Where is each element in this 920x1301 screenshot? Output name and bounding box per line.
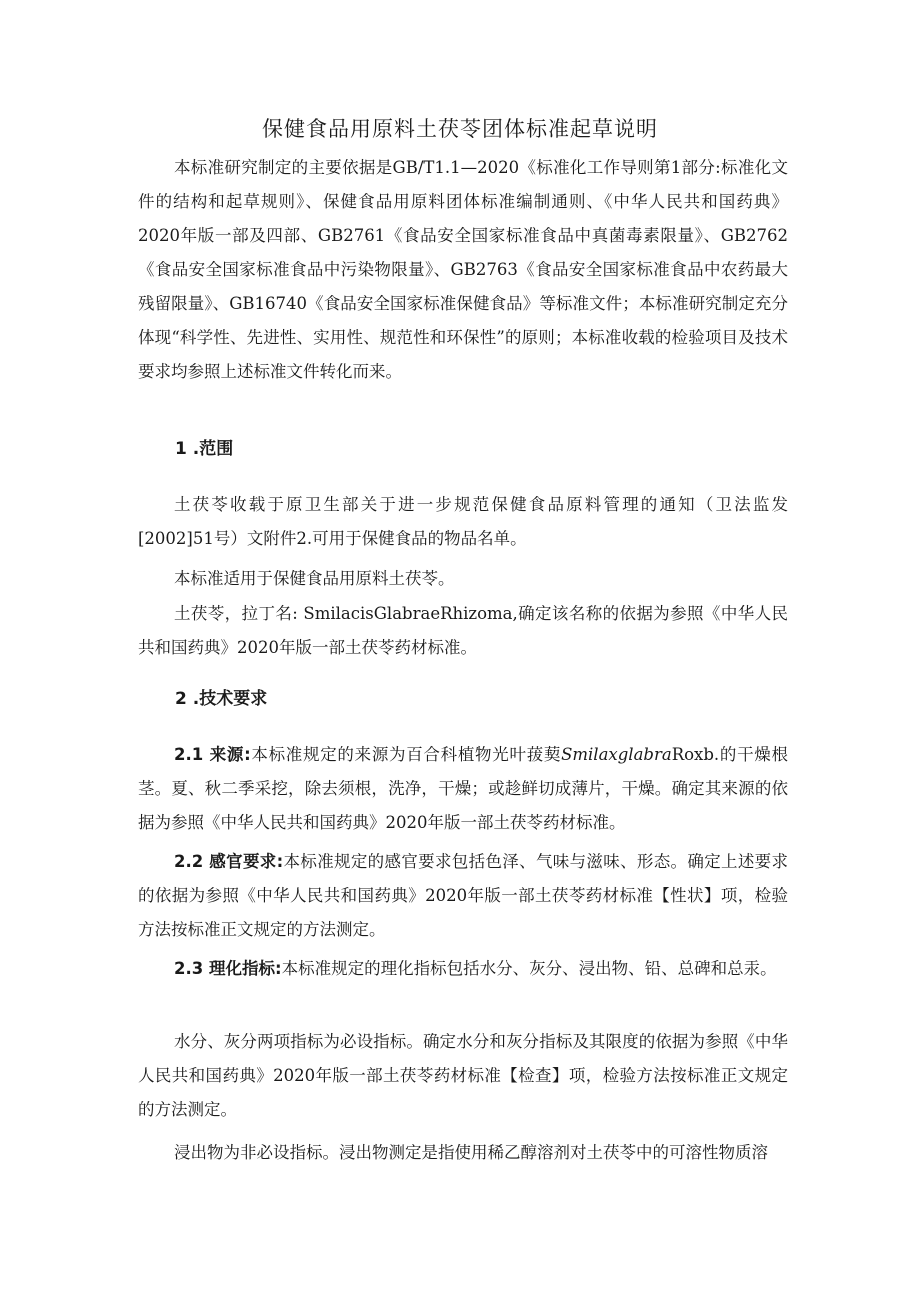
sensory-paragraph bbox=[138, 845, 788, 947]
sensory-text: 本标准规定的感官要求包括色泽、气味与滋味、形态。确定上述要求的依据为参照《中华人民共和国药典》2020年版一部土茯苓药材标准【性状】项，检验方法按标准正文规定的方法测定。 bbox=[138, 852, 789, 939]
scope-paragraph-2: 本标准适用于保健食品用原料土茯苓。 bbox=[174, 569, 455, 588]
scope-paragraph-3: 土茯苓，拉丁名: SmilacisGlabraeRhizoma,确定该名称的依据为参照《中华人民共和国药典》2020年版一部土茯苓药材标准。 bbox=[138, 604, 788, 657]
section-2-heading: 2 .技术要求 bbox=[175, 689, 268, 709]
source-text-a: 本标准规定的来源为百合科植物光叶菝葜 bbox=[250, 745, 562, 764]
intro-paragraph: 本标准研究制定的主要依据是GB/T1.1—2020《标准化工作导则第1部分:标准化文件的结构和起草规则》、保健食品用原料团体标准编制通则、《中华人民共和国药典》2020年版一部及四部、GB2761《食品安全国家标准食品中真菌毒素限量》、GB2762《食品安全国家标准食品中污染物限量》、GB2763《食品安全国家标准食品中农药最大残留限量》、GB16740《食品安全国家标准保健食品》等标准文件；本标准研究制定充分体现“科学性、先进性、实用性、规范性和环保性”的原则；本标准收载的检验项目及技术要求均参照上述标准文件转化而来。 bbox=[138, 158, 788, 381]
physchem-text: 本标准规定的理化指标包括水分、灰分、浸出物、铅、总碑和总汞。 bbox=[281, 959, 777, 978]
moisture-ash-paragraph: 水分、灰分两项指标为必设指标。确定水分和灰分指标及其限度的依据为参照《中华人民共和国药典》2020年版一部土茯苓药材标准【检查】项，检验方法按标准正文规定的方法测定。 bbox=[138, 1032, 788, 1119]
physchem-paragraph bbox=[138, 952, 788, 986]
source-subheading: 2.1 来源: bbox=[174, 745, 251, 764]
sensory-subheading: 2.2 感官要求: bbox=[174, 852, 284, 871]
source-text-b: Roxb.的干燥根茎。夏、秋二季采挖，除去须根，洗净，干燥；或趁鲜切成薄片，干燥。确定其来源的依据为参照《中华人民共和国药典》2020年版一部土茯苓药材标准。 bbox=[138, 745, 788, 832]
extract-paragraph: 浸出物为非必设指标。浸出物测定是指使用稀乙醇溶剂对土茯苓中的可溶性物质溶 bbox=[174, 1143, 768, 1162]
scope-paragraph-1: 土茯苓收载于原卫生部关于进一步规范保健食品原料管理的通知（卫法监发[2002]51号）文附件2.可用于保健食品的物品名单。 bbox=[138, 495, 788, 548]
latin-name: Smilaxglabra bbox=[561, 745, 672, 764]
source-paragraph bbox=[138, 738, 788, 840]
section-1-heading: 1 .范围 bbox=[175, 439, 234, 459]
page-title: 保健食品用原料土茯苓团体标准起草说明 bbox=[262, 117, 658, 141]
physchem-subheading: 2.3 理化指标: bbox=[174, 959, 282, 978]
